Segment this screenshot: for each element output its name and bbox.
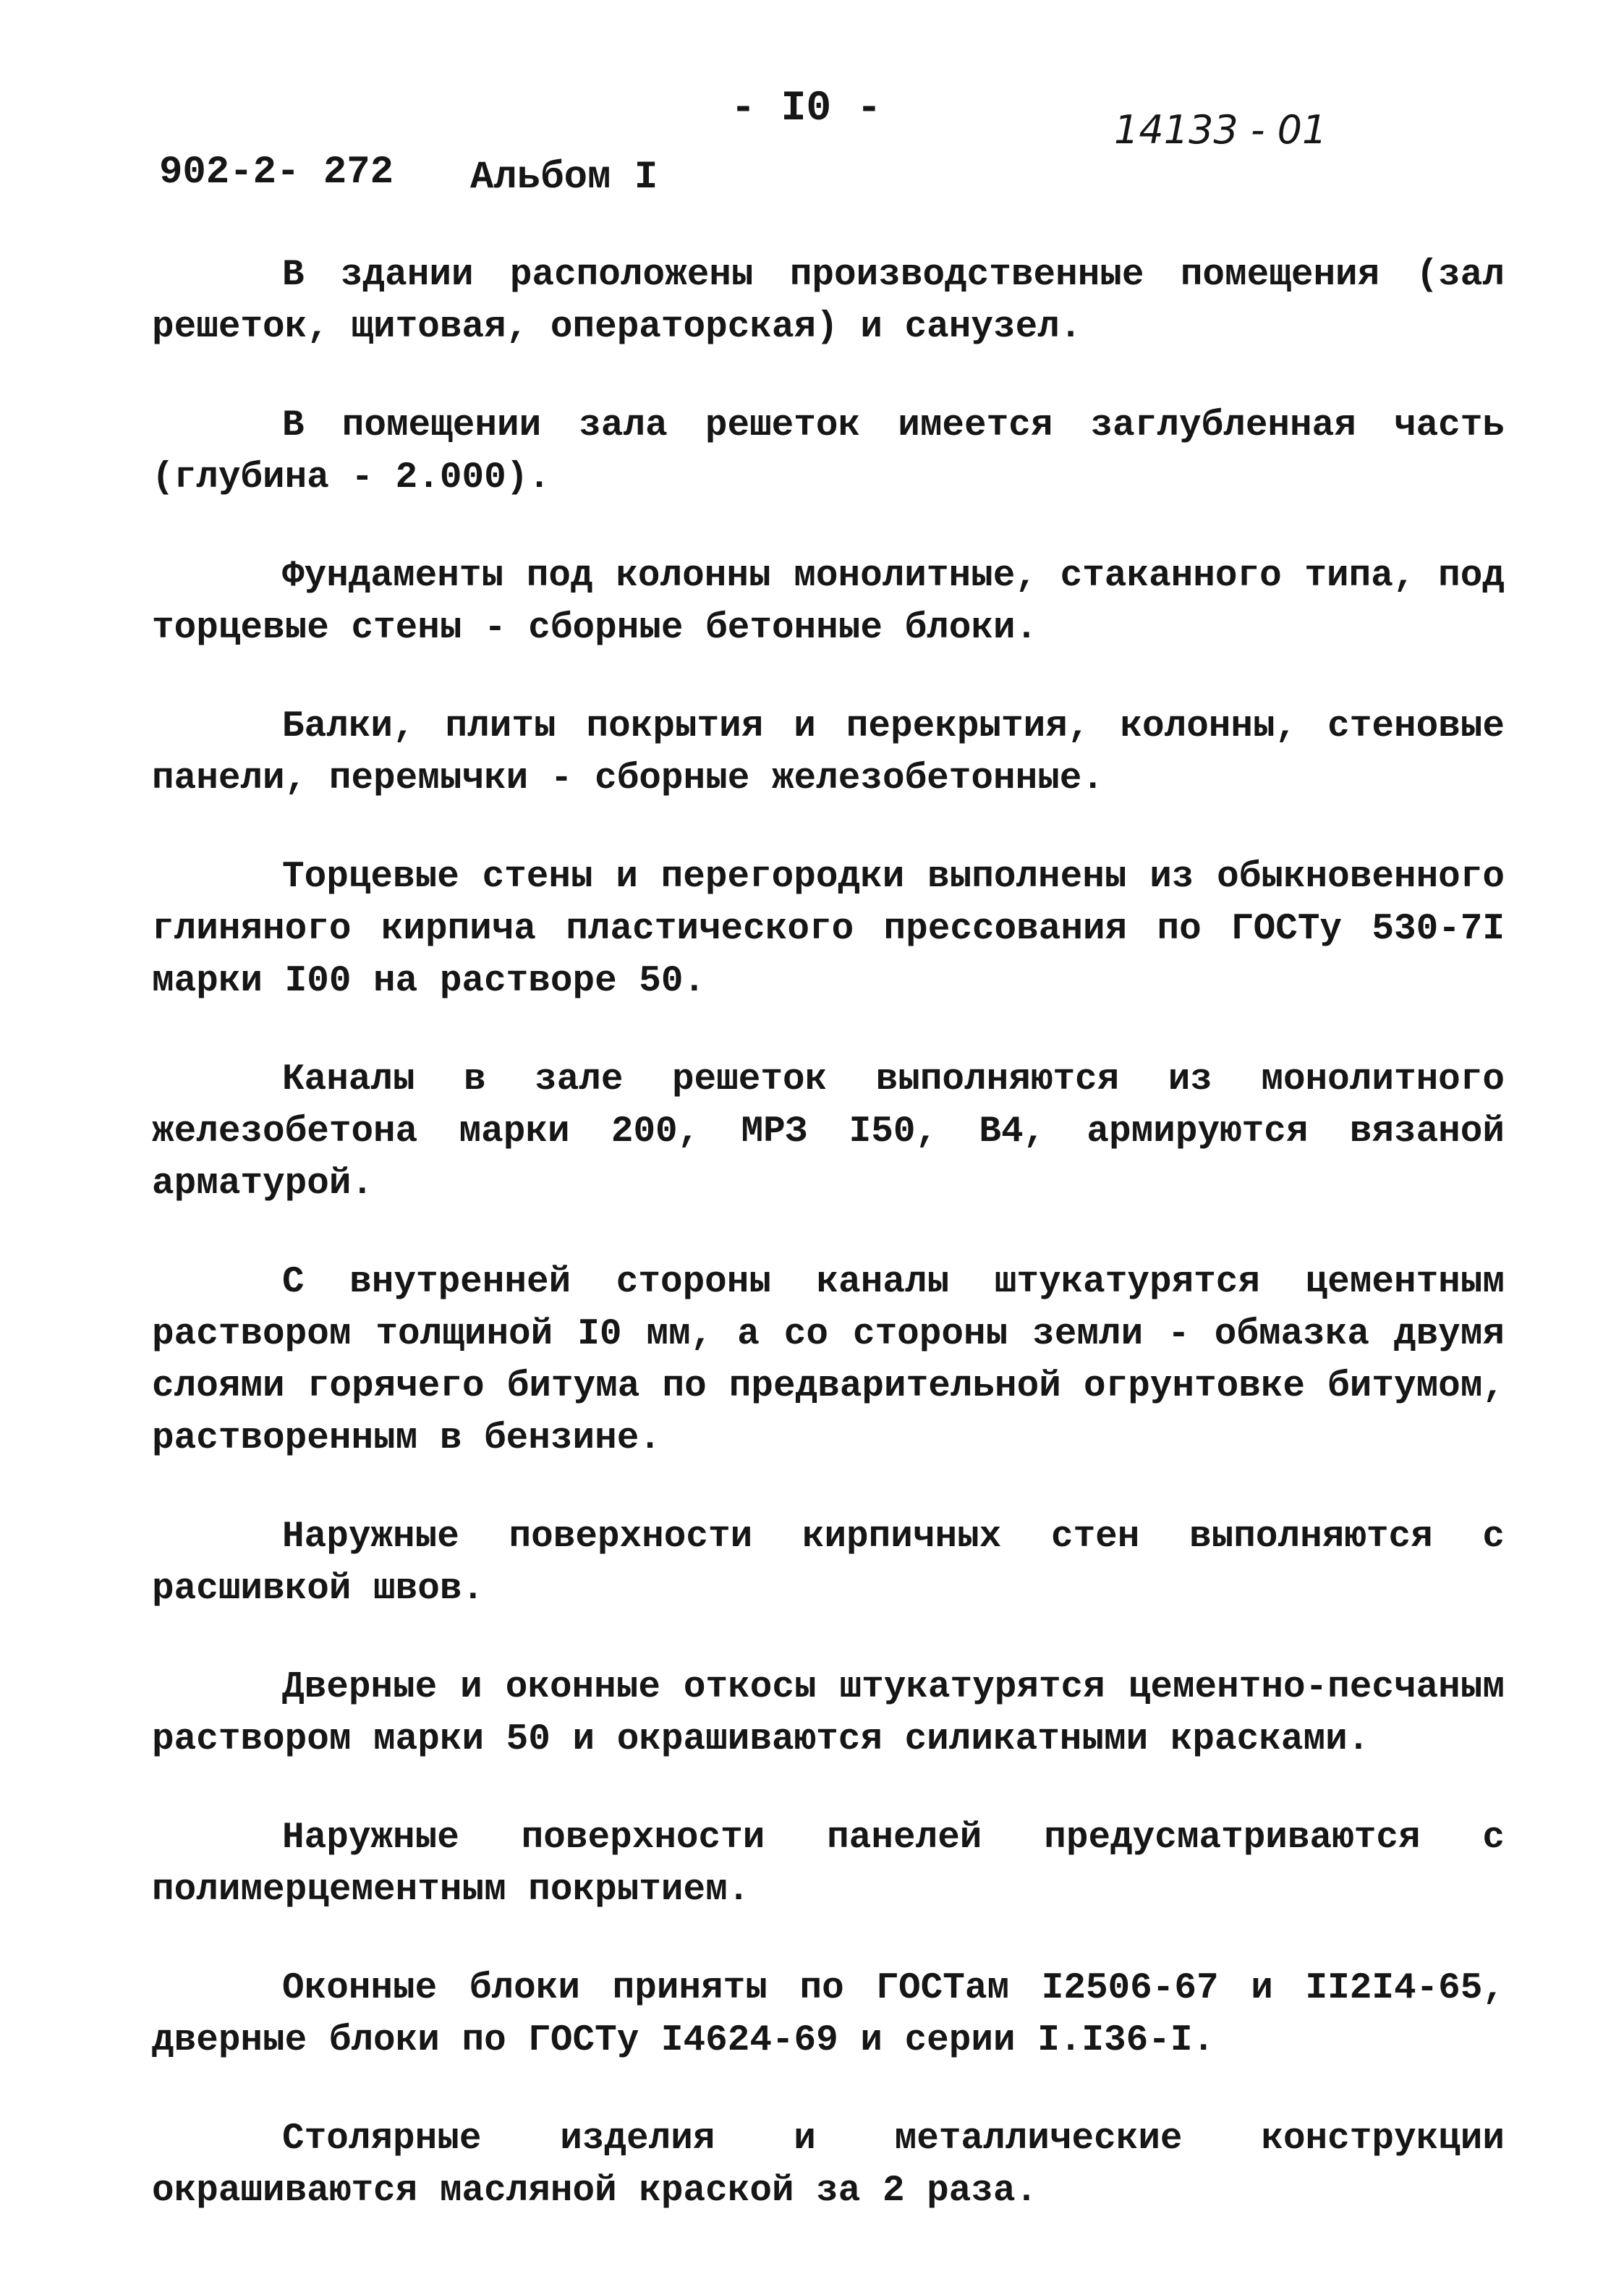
document-code: 14133 - 01 — [1114, 107, 1327, 153]
paragraph-painting: Столярные изделия и металлические конструкции окрашиваются масляной краской за 2 раза. — [152, 2118, 1505, 2212]
paragraph-grate-hall-depth: В помещении зала решеток имеется заглубленная часть (глубина - 2.000). — [152, 405, 1505, 499]
series-code: 902-2- 272 — [159, 150, 394, 195]
paragraph-walls-brick: Торцевые стены и перегородки выполнены из обыкновенного глиняного кирпича пластического прессования по ГОСТу 530-7I марки I00 на растворе 50. — [152, 857, 1505, 1002]
page-number: - I0 - — [731, 85, 882, 132]
paragraph-building-rooms: В здании расположены производственные помещения (зал решеток, щитовая, операторская) и санузел. — [152, 255, 1505, 348]
paragraph-brick-jointing: Наружные поверхности кирпичных стен выполняются с расшивкой швов. — [152, 1516, 1505, 1610]
paragraph-precast-elements: Балки, плиты покрытия и перекрытия, колонны, стеновые панели, перемычки - сборные железобетонные. — [152, 706, 1505, 799]
paragraph-foundations: Фундаменты под колонны монолитные, стаканного типа, под торцевые стены - сборные бетонные блоки. — [152, 556, 1505, 649]
paragraph-channels: Каналы в зале решеток выполняются из монолитного железобетона марки 200, МРЗ I50, В4, армируются вязаной арматурой. — [152, 1059, 1505, 1205]
paragraph-door-window-reveals: Дверные и оконные откосы штукатурятся цементно-песчаным раствором марки 50 и окрашиваются силикатными красками. — [152, 1667, 1505, 1760]
paragraph-window-door-blocks: Оконные блоки приняты по ГОСТам I2506-67 и II2I4-65, дверные блоки по ГОСТу I4624-69 и серии I.I36-I. — [152, 1968, 1505, 2061]
paragraph-panel-coating: Наружные поверхности панелей предусматриваются с полимерцементным покрытием. — [152, 1817, 1505, 1911]
album-label: Альбом I — [470, 156, 658, 200]
paragraph-channel-plaster: С внутренней стороны каналы штукатурятся цементным раствором толщиной I0 мм, а со стороны земли - обмазка двумя слоями горячего битума по предварительной огрунтовке битумом, растворенным в бензине. — [152, 1262, 1505, 1459]
document-body — [152, 250, 1505, 2264]
